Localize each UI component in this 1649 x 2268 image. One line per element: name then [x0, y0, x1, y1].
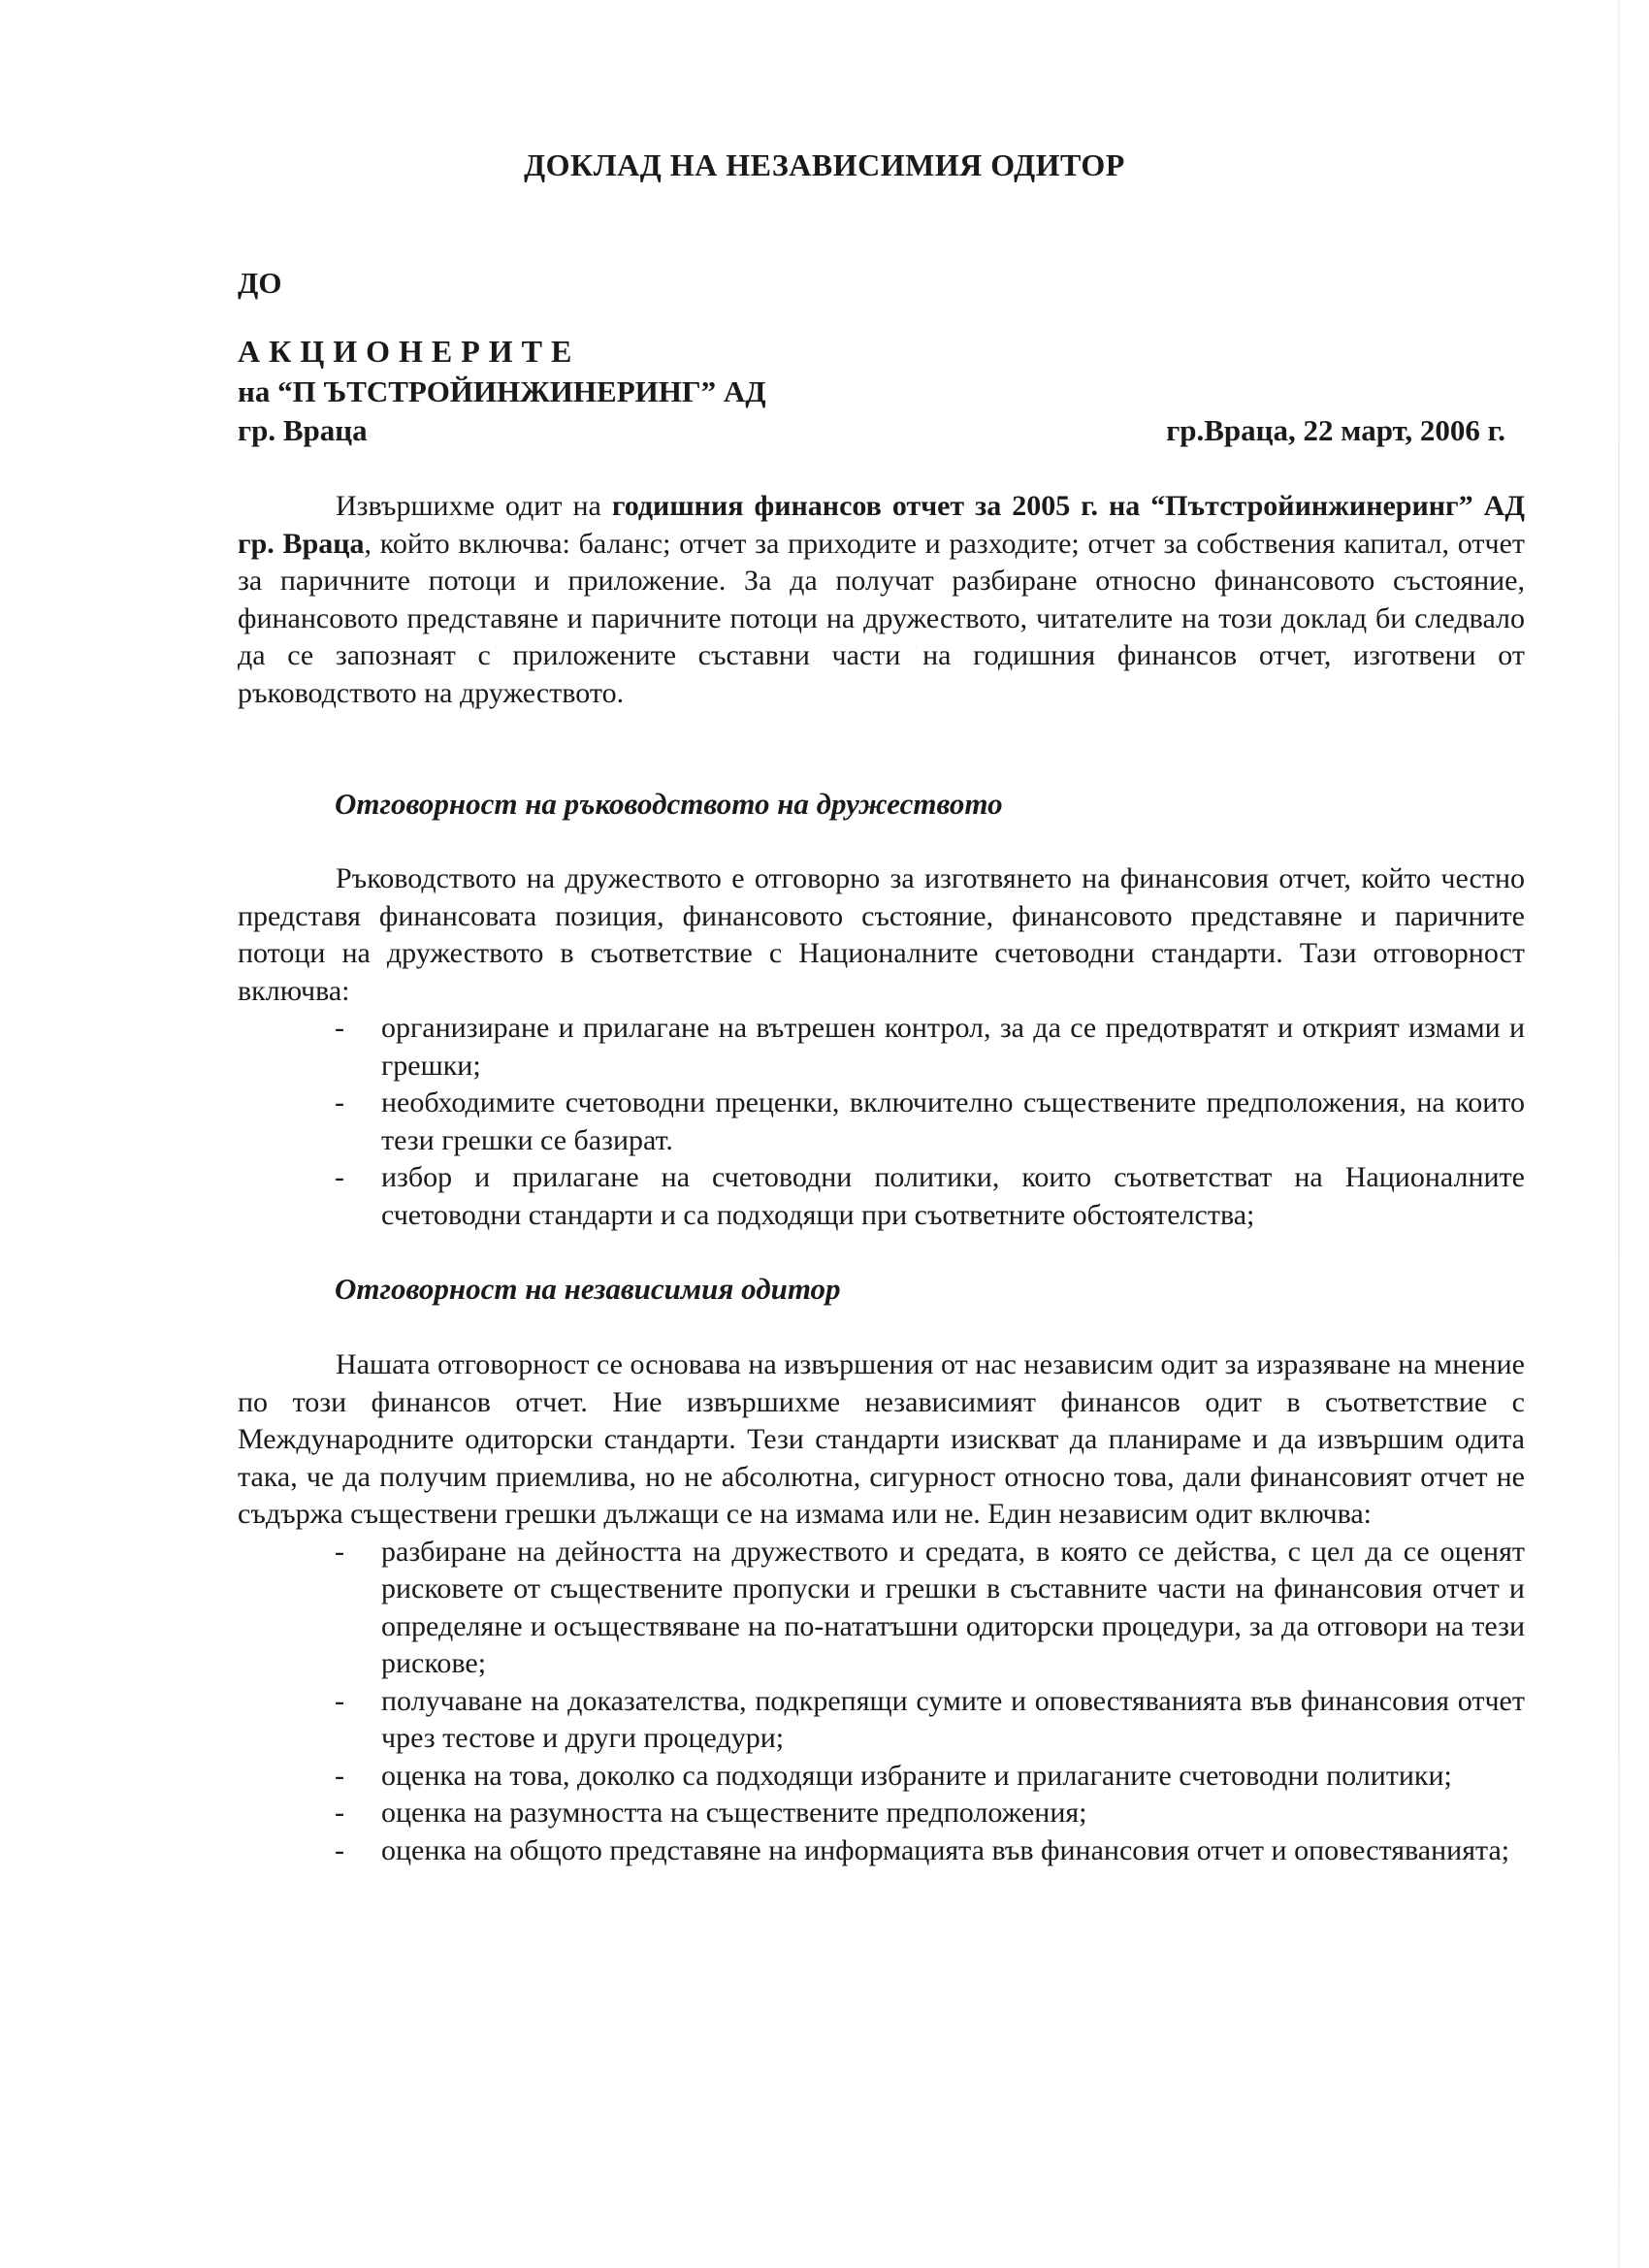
- intro-rest: , който включва: баланс; отчет за приходите и разходите; отчет за собствения капитал, отчет за паричните потоци и приложение. За да получат разбиране относно финансовото състояние, финансовото представяне и паричните потоци на дружеството, читателите на този доклад би следвало да се запознаят с приложените съставни части на годишния финансов отчет, изготвени от ръководството на дружеството.: [238, 527, 1525, 709]
- addressee-company: на “П ЪТСТРОЙИНЖИНЕРИНГ” АД: [238, 374, 766, 408]
- heading-auditor-responsibility: Отговорност на независимия одитор: [335, 1272, 841, 1306]
- intro-lead: Извършихме одит на: [336, 490, 612, 522]
- management-list: [238, 1010, 1525, 1234]
- management-paragraph: Ръководството на дружеството е отговорно за изготвянето на финансовия отчет, който честно представя финансовата позиция, финансовото състояние, финансовото представяне и паричните потоци на дружеството в съответствие с Националните счетоводни стандарти. Тази отговорност включва:: [238, 862, 1525, 1007]
- addressee-to: ДО: [238, 266, 282, 300]
- addressee-shareholders: АКЦИОНЕРИТЕ: [238, 334, 581, 369]
- management-section: [238, 860, 1525, 1234]
- list-item: - избор и прилагане на счетоводни политики, които съответстват на Националните счетоводни стандарти и са подходящи при съответните обстоятелства;: [335, 1161, 1525, 1231]
- list-item: - разбиране на дейността на дружеството и средата, в която се действа, с цел да се оценят рисковете от съществените пропуски и грешки в съставните части на финансовия отчет и определяне и осъществяване на по-нататъшни одиторски процедури, за да отговори на тези рискове;: [335, 1535, 1525, 1679]
- list-dash: -: [335, 1759, 344, 1792]
- list-item: - оценка на това, доколко са подходящи избраните и прилаганите счетоводни политики;: [238, 1758, 1525, 1796]
- auditor-section: [238, 1346, 1525, 1869]
- heading-management-responsibility: Отговорност на ръководството на дружеството: [335, 787, 1003, 821]
- auditor-paragraph: Нашата отговорност се основава на извършения от нас независим одит за изразяване на мнение по този финансов отчет. Ние извършихме независимият финансов одит в съответствие с Международните одиторски стандарти. Тези стандарти изискват да планираме и да извършим одита така, че да получим приемлива, но не абсолютна, сигурност относно това, дали финансовият отчет не съдържа съществени грешки дължащи се на измама или не. Един независим одит включва:: [238, 1348, 1525, 1530]
- list-dash: -: [335, 1535, 344, 1568]
- list-dash: -: [335, 1086, 344, 1118]
- list-dash: -: [335, 1684, 344, 1717]
- addressee-city: гр. Враца: [238, 413, 368, 447]
- intro-paragraph: [238, 488, 1525, 712]
- auditor-list: [238, 1534, 1525, 1870]
- document-title: ДОКЛАД НА НЕЗАВИСИМИЯ ОДИТОР: [524, 147, 1125, 182]
- list-dash: -: [335, 1161, 344, 1193]
- intro-report-name: годишния финансов отчет за 2005 г. на “Пътстройинжинеринг” АД гр. Враца: [238, 490, 1525, 560]
- list-dash: -: [335, 1833, 344, 1866]
- list-item: - оценка на общото представяне на информацията във финансовия отчет и оповестяванията;: [238, 1832, 1525, 1870]
- list-item: - оценка на разумността на съществените предположения;: [238, 1795, 1525, 1832]
- list-item: - организиране и прилагане на вътрешен контрол, за да се предотвратят и открият измами и грешки;: [335, 1012, 1525, 1082]
- list-item: - необходимите счетоводни преценки, включително съществените предположения, на които тези грешки се базират.: [335, 1086, 1525, 1156]
- list-dash: -: [335, 1797, 344, 1829]
- list-dash: -: [335, 1012, 344, 1044]
- scan-edge-line: [1618, 0, 1620, 2268]
- place-and-date: гр.Враца, 22 март, 2006 г.: [1166, 413, 1505, 447]
- list-item: - получаване на доказателства, подкрепящи сумите и оповестяванията във финансовия отчет чрез тестове и други процедури;: [335, 1684, 1525, 1754]
